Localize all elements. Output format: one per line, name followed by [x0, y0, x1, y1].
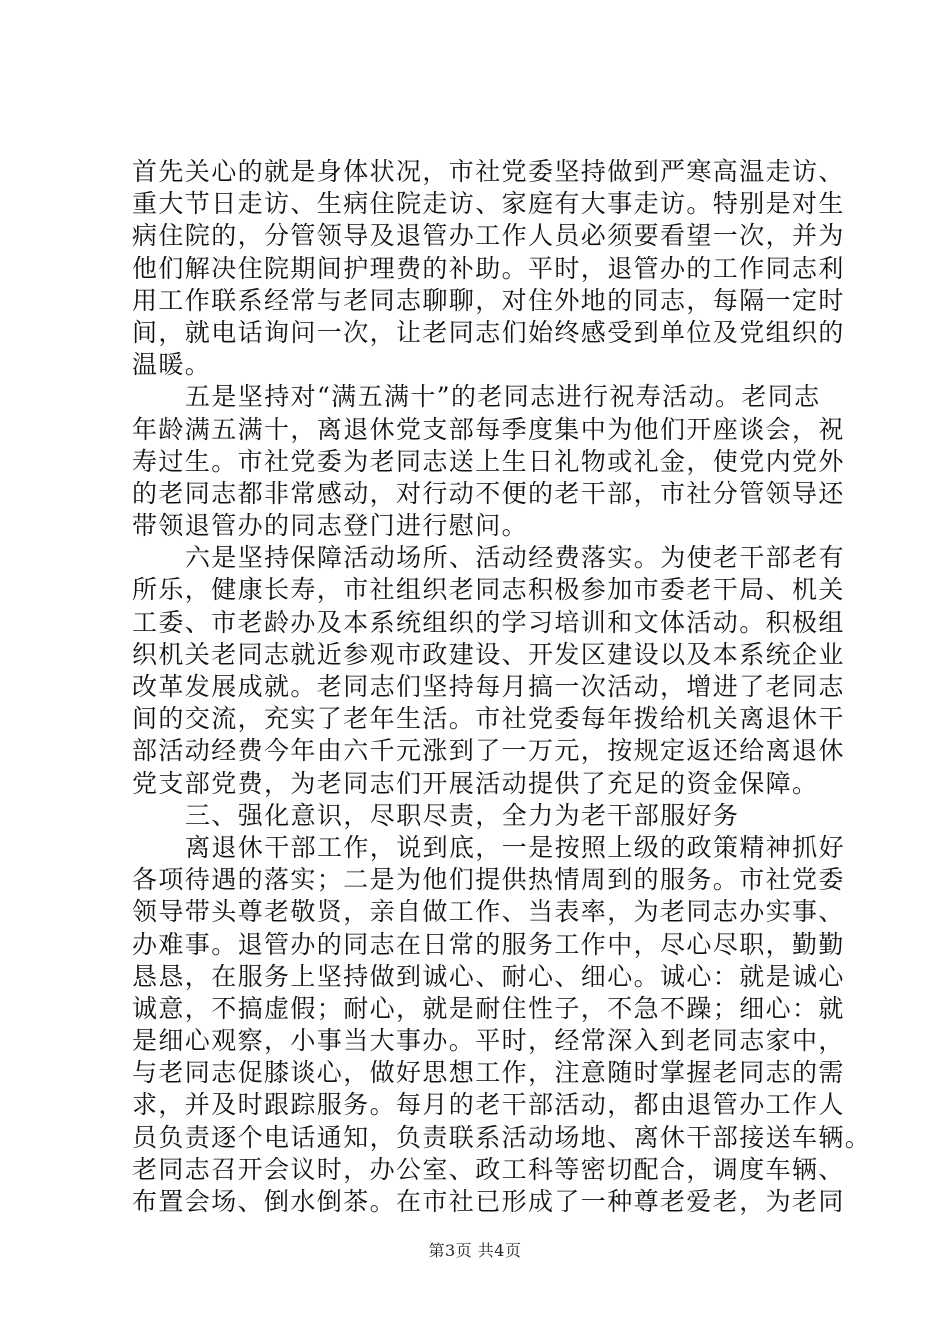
text-line: 是细心观察，小事当大事办。平时，经常深入到老同志家中，	[132, 1026, 845, 1056]
text-line: 带领退管办的同志登门进行慰问。	[132, 511, 529, 541]
text-line: 领导带头尊老敬贤，亲自做工作、当表率，为老同志办实事、	[132, 897, 845, 927]
text-line: 五是坚持对“满五满十”的老同志进行祝寿活动。老同志	[185, 382, 821, 412]
text-line: 党支部党费，为老同志们开展活动提供了充足的资金保障。	[132, 768, 819, 798]
text-line: 病住院的，分管领导及退管办工作人员必须要看望一次，并为	[132, 221, 845, 251]
text-line: 恳恳，在服务上坚持做到诚心、耐心、细心。诚心：就是诚心	[132, 961, 845, 991]
text-line: 诚意，不搞虚假；耐心，就是耐住性子，不急不躁；细心：就	[132, 993, 845, 1023]
text-line: 年龄满五满十，离退休党支部每季度集中为他们开座谈会，祝	[132, 414, 845, 444]
text-line: 三、强化意识，尽职尽责，全力为老干部服好务	[185, 800, 740, 830]
text-line: 老同志召开会议时，办公室、政工科等密切配合，调度车辆、	[132, 1154, 845, 1184]
text-line: 改革发展成就。老同志们坚持每月搞一次活动，增进了老同志	[132, 672, 845, 701]
text-line: 首先关心的就是身体状况，市社党委坚持做到严寒高温走访、	[132, 157, 845, 186]
text-line: 所乐，健康长寿，市社组织老同志积极参加市委老干局、机关	[132, 575, 845, 605]
document-body	[132, 156, 872, 1218]
text-line: 员负责逐个电话通知，负责联系活动场地、离休干部接送车辆。	[132, 1122, 872, 1152]
text-line: 间的交流，充实了老年生活。市社党委每年拨给机关离退休干	[132, 704, 845, 734]
text-line: 与老同志促膝谈心，做好思想工作，注意随时掌握老同志的需	[132, 1058, 845, 1088]
text-line: 布置会场、倒水倒茶。在市社已形成了一种尊老爱老，为老同	[132, 1187, 845, 1216]
text-line: 离退休干部工作，说到底，一是按照上级的政策精神抓好	[185, 832, 846, 862]
text-line: 寿过生。市社党委为老同志送上生日礼物或礼金，使党内党外	[132, 446, 845, 476]
text-line: 六是坚持保障活动场所、活动经费落实。为使老干部老有	[185, 543, 846, 573]
text-line: 部活动经费今年由六千元涨到了一万元，按规定返还给离退休	[132, 736, 845, 766]
text-line: 办难事。退管办的同志在日常的服务工作中，尽心尽职，勤勤	[132, 929, 845, 959]
text-line: 用工作联系经常与老同志聊聊，对住外地的同志，每隔一定时	[132, 285, 845, 315]
text-line: 他们解决住院期间护理费的补助。平时，退管办的工作同志利	[132, 253, 845, 283]
text-line: 各项待遇的落实；二是为他们提供热情周到的服务。市社党委	[132, 865, 845, 895]
text-line: 求，并及时跟踪服务。每月的老干部活动，都由退管办工作人	[132, 1090, 845, 1120]
text-line: 间，就电话询问一次，让老同志们始终感受到单位及党组织的	[132, 317, 845, 347]
text-line: 工委、市老龄办及本系统组织的学习培训和文体活动。积极组	[132, 607, 845, 637]
text-line: 的老同志都非常感动，对行动不便的老干部，市社分管领导还	[132, 478, 845, 508]
page-footer: 第3页 共4页	[428, 1241, 522, 1260]
text-line: 温暖。	[132, 350, 212, 380]
text-line: 织机关老同志就近参观市政建设、开发区建设以及本系统企业	[132, 639, 845, 669]
text-line: 重大节日走访、生病住院走访、家庭有大事走访。特别是对生	[132, 189, 845, 219]
